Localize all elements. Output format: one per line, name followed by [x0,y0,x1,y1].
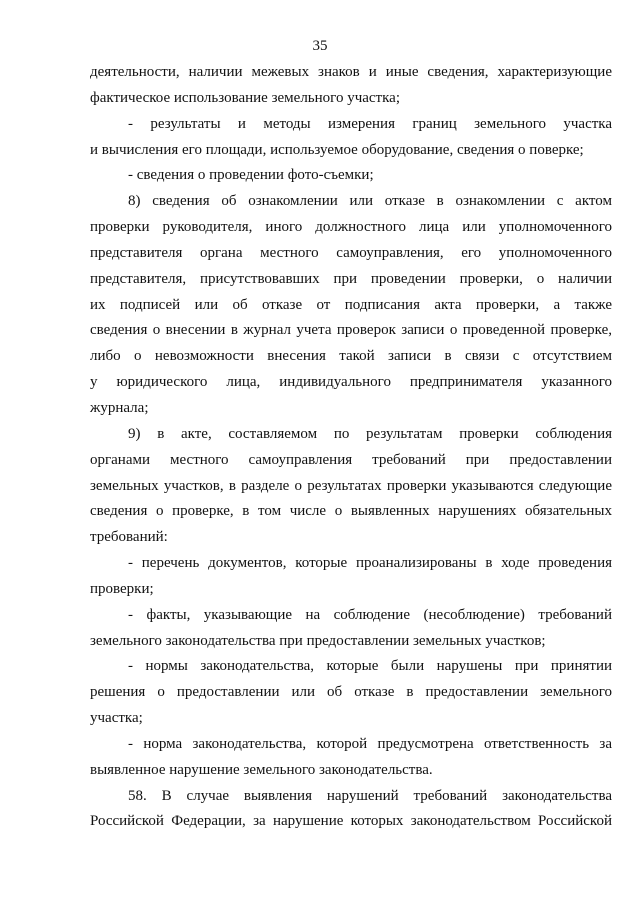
text-line: выявленное нарушение земельного законодательства. [90,761,433,778]
text-line: проверки; [90,580,154,597]
text-line: - перечень документов, которые проанализированы в ходе проведения [128,555,612,572]
text-line: земельных участков, в разделе о результатах проверки указываются следующие [90,477,612,494]
text-line: требований: [90,529,168,546]
text-line: либо о невозможности внесения такой записи в связи с отсутствием [90,348,612,365]
document-body [90,60,612,835]
text-line: земельного законодательства при предоставлении земельных участков; [90,632,546,649]
text-line: сведения о проверке, в том числе о выявленных нарушениях обязательных [90,503,612,520]
text-line: деятельности, наличии межевых знаков и иные сведения, характеризующие [90,64,612,80]
text-line: представителя, присутствовавших при проведении проверки, о наличии [90,270,612,287]
text-line: фактическое использование земельного участка; [90,89,400,106]
text-line: участка; [90,710,143,727]
text-line: представителя органа местного самоуправления, его уполномоченного [90,244,612,261]
text-line: 9) в акте, составляемом по результатам проверки соблюдения [128,425,612,442]
text-line: сведения о внесении в журнал учета проверок записи о проведенной проверке, [90,322,612,339]
text-line: органами местного самоуправления требований при предоставлении [90,451,612,468]
text-line: - норма законодательства, которой предусмотрена ответственность за [128,735,612,752]
text-line: - факты, указывающие на соблюдение (несоблюдение) требований [128,606,612,623]
text-line: проверки руководителя, иного должностного лица или уполномоченного [90,219,612,236]
text-line: 8) сведения об ознакомлении или отказе в ознакомлении с актом [128,193,612,210]
text-line: журнала; [90,399,149,416]
page-number: 35 [312,38,328,54]
text-line: и вычисления его площади, используемое оборудование, сведения о поверке; [90,141,584,158]
text-line: у юридического лица, индивидуального предпринимателя указанного [90,374,612,391]
text-line: Российской Федерации, за нарушение которых законодательством Российской [90,813,612,830]
text-line: - нормы законодательства, которые были нарушены при принятии [128,658,612,675]
text-line: - результаты и методы измерения границ земельного участка [128,115,612,132]
text-line: - сведения о проведении фото-съемки; [128,167,374,184]
text-line: их подписей или об отказе от подписания акта проверки, а также [90,296,612,313]
text-line: решения о предоставлении или об отказе в предоставлении земельного [90,684,612,701]
text-line: 58. В случае выявления нарушений требований законодательства [128,787,612,804]
